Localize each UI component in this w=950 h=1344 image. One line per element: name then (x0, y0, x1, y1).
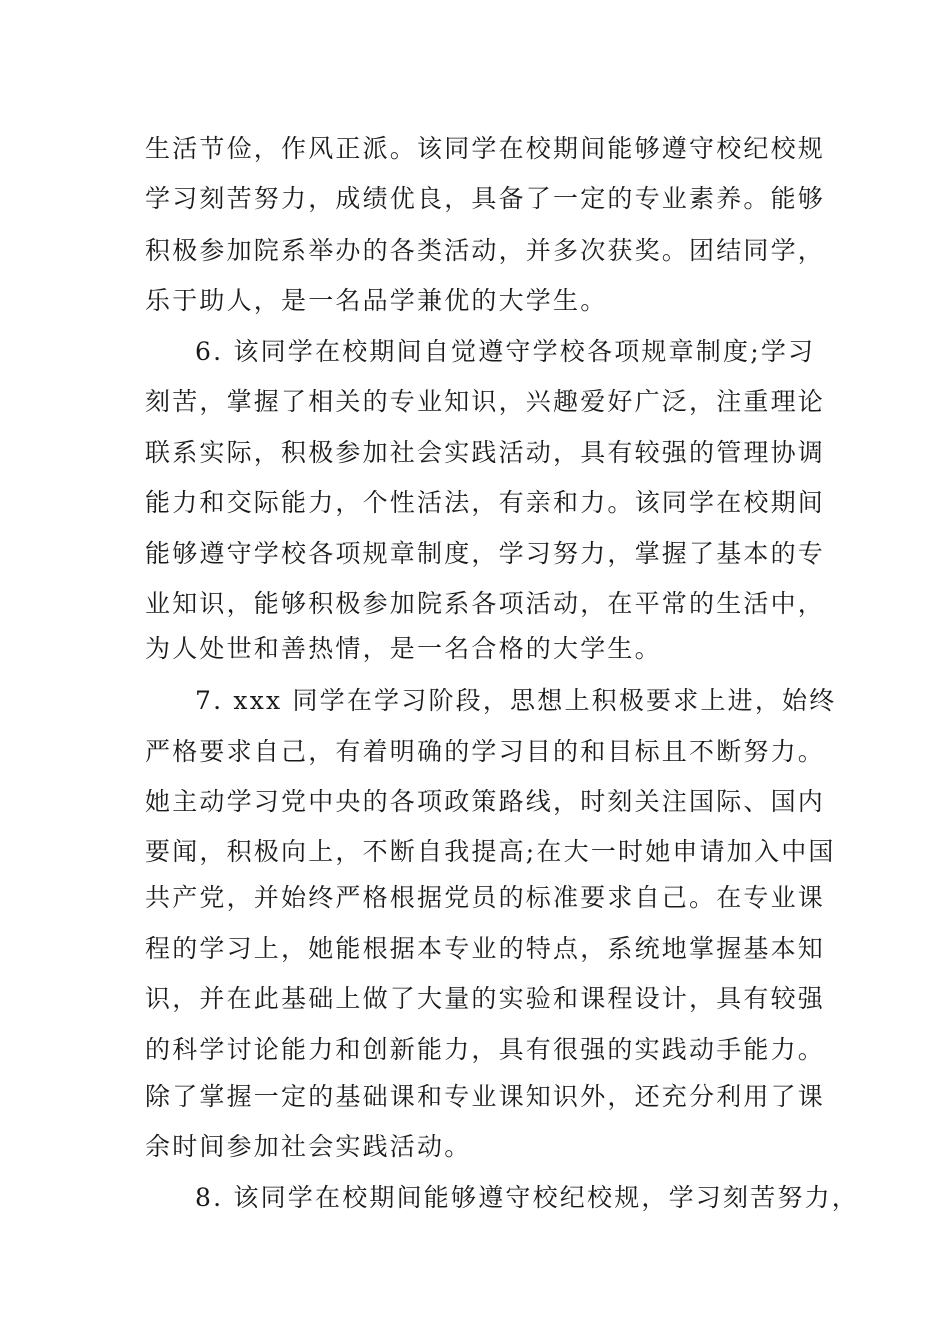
text-line: 刻苦，掌握了相关的专业知识，兴趣爱好广泛，注重理论 (145, 387, 826, 416)
text-line: 学习刻苦努力，成绩优良，具备了一定的专业素养。能够 (145, 184, 826, 213)
text-line: 共产党，并始终严格根据党员的标准要求自己。在专业课 (145, 883, 826, 912)
text-line: 为人处世和善热情，是一名合格的大学生。 (145, 634, 662, 663)
text-line: 除了掌握一定的基础课和专业课知识外，还充分利用了课 (145, 1082, 826, 1111)
text-line: 程的学习上，她能根据本专业的特点，系统地掌握基本知 (145, 934, 826, 963)
text-line: 要闻，积极向上，不断自我提高;在大一时她申请加入中国 (145, 837, 836, 866)
text-line: 业知识，能够积极参加院系各项活动，在平常的生活中， (145, 589, 826, 618)
text-line: 能够遵守学校各项规章制度，学习努力，掌握了基本的专 (145, 539, 826, 568)
text-line: 余时间参加社会实践活动。 (145, 1132, 472, 1161)
text-line: 能力和交际能力，个性活法，有亲和力。该同学在校期间 (145, 488, 826, 517)
text-line: 生活节俭，作风正派。该同学在校期间能够遵守校纪校规 (145, 134, 826, 163)
text-line: 她主动学习党中央的各项政策路线，时刻关注国际、国内 (145, 787, 826, 816)
text-line: 6. 该同学在校期间自觉遵守学校各项规章制度;学习 (195, 337, 816, 366)
text-line: 联系实际，积极参加社会实践活动，具有较强的管理协调 (145, 438, 826, 467)
text-line: 7. xxx 同学在学习阶段，思想上积极要求上进，始终 (195, 686, 837, 715)
text-line: 识，并在此基础上做了大量的实验和课程设计，具有较强 (145, 984, 826, 1013)
text-line: 8. 该同学在校期间能够遵守校纪校规，学习刻苦努力， (195, 1183, 860, 1212)
text-line: 乐于助人，是一名品学兼优的大学生。 (145, 286, 608, 315)
text-line: 的科学讨论能力和创新能力，具有很强的实践动手能力。 (145, 1035, 826, 1064)
text-line: 严格要求自己，有着明确的学习目的和目标且不断努力。 (145, 737, 826, 766)
text-line: 积极参加院系举办的各类活动，并多次获奖。团结同学， (145, 236, 826, 265)
